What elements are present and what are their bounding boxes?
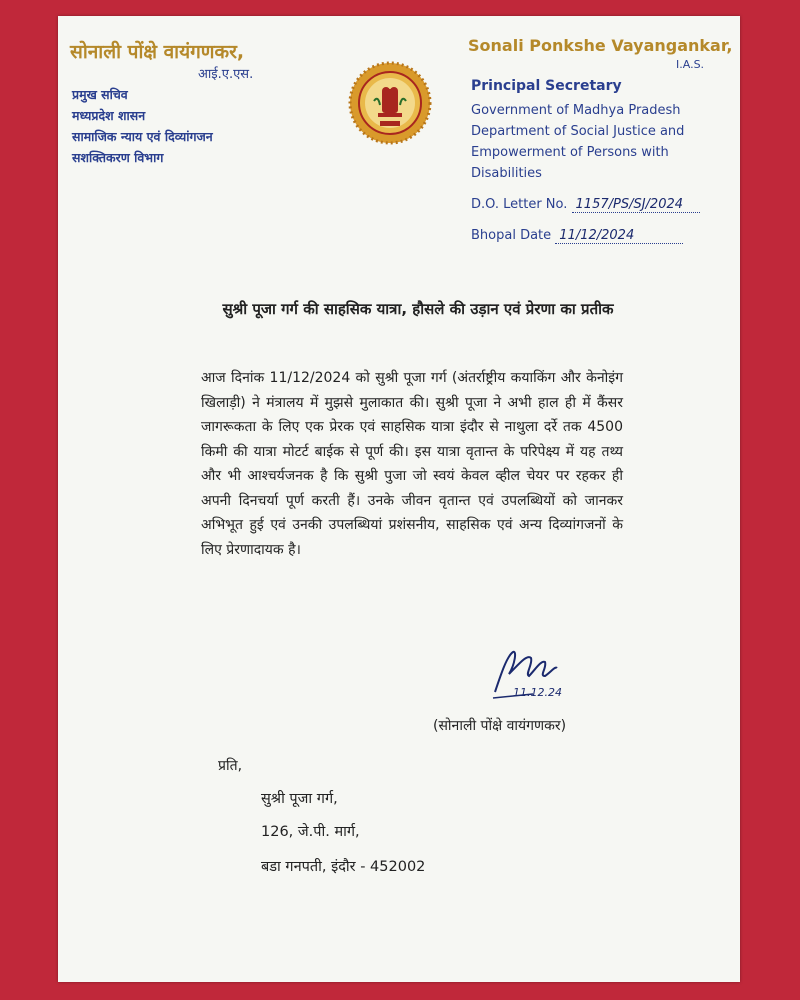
date-label: Bhopal Date (471, 228, 552, 243)
signature-date: 11.12.24 (513, 686, 562, 699)
do-letter-number (471, 197, 700, 213)
state-emblem-icon (348, 61, 432, 145)
do-letter-label: D.O. Letter No. (471, 197, 568, 212)
recipient-label: प्रति, (218, 758, 243, 774)
dept-line-english: Government of Madhya Pradesh (471, 103, 681, 118)
date-value: 11/12/2024 (555, 228, 683, 244)
designation-english: Principal Secretary (471, 78, 622, 94)
dept-line-english: Empowerment of Persons with (471, 145, 669, 160)
recipient-address-line: बडा गनपती, इंदौर - 452002 (261, 859, 426, 875)
signatory-name: (सोनाली पोंक्षे वायंगणकर) (433, 718, 567, 734)
do-letter-value: 1157/PS/SJ/2024 (572, 197, 700, 213)
department-block-hindi (72, 84, 213, 168)
service-english: I.A.S. (676, 58, 705, 71)
letter-date (471, 228, 683, 244)
recipient-name: सुश्री पूजा गर्ग, (261, 791, 338, 807)
dept-line-english: Department of Social Justice and (471, 124, 685, 139)
department-block-english (471, 100, 684, 184)
recipient-address-line: 126, जे.पी. मार्ग, (261, 824, 360, 840)
letter-body: आज दिनांक 11/12/2024 को सुश्री पूजा गर्ग (अंतर्राष्ट्रीय कयाकिंग और केनोइंग खिलाड़ी) ने मंत्रालय में मुझसे मुलाकात की। सुश्री पूजा ने अभी हाल ही में कैंसर जागरूकता के लिए एक प्रेरक एवं साहसिक यात्रा इंदौर से नाथुला दर्रे तक 4500 किमी की यात्रा मोटर्ट बाईक से पूर्ण की। इस यात्रा वृतान्त के परिपेक्ष्य में यह तथ्य और भी आश्चर्यजनक है कि सुश्री पुजा जो स्वयं केवल व्हील चेयर पर रहकर ही अपनी दिनचर्या पूर्ण करती हैं। उनके जीवन वृतान्त एवं उपलब्धियों को जानकर अभिभूत हुई एवं उनकी उपलब्धियां प्रशंसनीय, साहसिक एवं अन्य दिव्यांगजनों के लिए प्रेरणादायक है। (201, 370, 623, 558)
letter-page (58, 16, 740, 982)
dept-line-english: Disabilities (471, 166, 542, 181)
dept-line-hindi: सशक्तिकरण विभाग (72, 150, 164, 165)
officer-name-english: Sonali Ponkshe Vayangankar, (468, 36, 733, 55)
dept-line-hindi: सामाजिक न्याय एवं दिव्यांगजन (72, 129, 213, 144)
dept-line-hindi: मध्यप्रदेश शासन (72, 108, 146, 123)
officer-name-hindi: सोनाली पोंक्षे वायंगणकर, (70, 41, 245, 63)
designation-hindi: प्रमुख सचिव (72, 87, 128, 102)
letter-subject: सुश्री पूजा गर्ग की साहसिक यात्रा, हौसले की उड़ान एवं प्रेरणा का प्रतीक (222, 300, 614, 318)
service-hindi: आई.ए.एस. (198, 67, 254, 82)
